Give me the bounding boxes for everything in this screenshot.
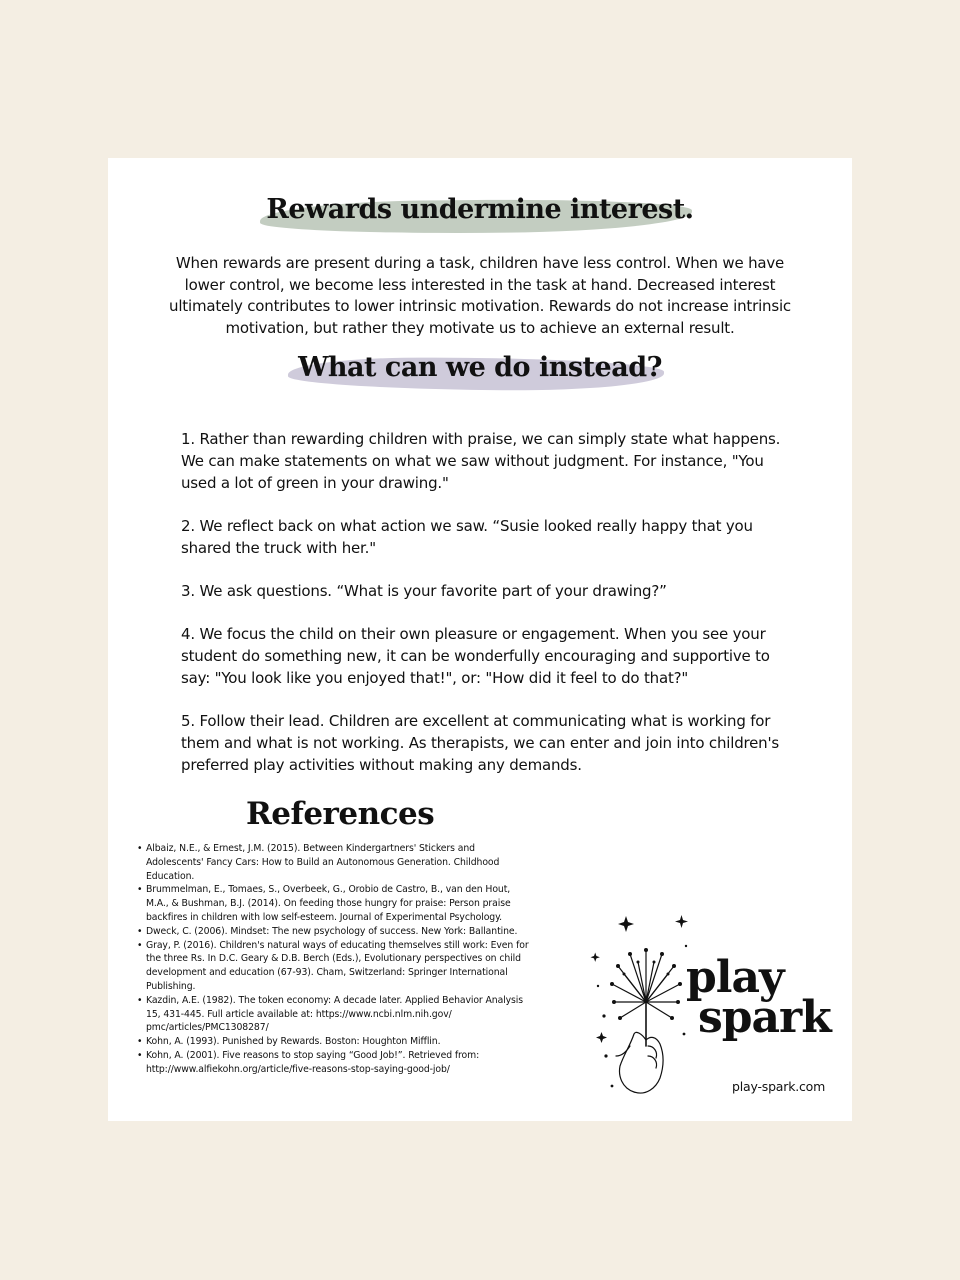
rewards-heading: Rewards undermine interest. xyxy=(266,194,694,225)
intro-paragraph: When rewards are present during a task, children have less control. When we have lower control, we become less interested in the task at hand. Decreased interest ultimately contributes to lower intrinsic motivation. Rewards do not increase intrinsic motivation, but rather they motivate us to achieve an external result. xyxy=(169,254,791,337)
reference-item: • Gray, P. (2016). Children's natural ways of educating themselves still work: Even for the three Rs. In D.C. Geary & D.B. Berch (Eds.), Evolutionary perspectives on child development and education (67-93). Cham, Switzerland: Springer International Publishing. xyxy=(136,939,532,994)
strategy-item: 3. We ask questions. “What is your favorite part of your drawing?” xyxy=(181,582,667,600)
strategy-list xyxy=(181,428,791,797)
reference-item: • Brummelman, E., Tomaes, S., Overbeek, G., Orobio de Castro, B., van den Hout, M.A., & Bushman, B.J. (2014). On feeding those hungry for praise: Person praise backfires in children with low self-esteem. Journal of Experimental Psychology. xyxy=(136,883,532,924)
strategy-item: 2. We reflect back on what action we saw. “Susie looked really happy that you shared the truck with her." xyxy=(181,517,753,557)
logo-word-play: play xyxy=(686,952,784,1003)
document-page xyxy=(108,158,852,1121)
logo-word-spark: spark xyxy=(698,992,831,1043)
instead-heading: What can we do instead? xyxy=(298,352,662,383)
reference-item: • Dweck, C. (2006). Mindset: The new psychology of success. New York: Ballantine. xyxy=(136,925,532,939)
logo-url: play-spark.com xyxy=(732,1079,826,1094)
strategy-item: 4. We focus the child on their own pleasure or engagement. When you see your student do something new, it can be wonderfully encouraging and supportive to say: "You look like you enjoyed that!", or: "How did it feel to do that?" xyxy=(181,625,770,687)
sparkler-hand-icon xyxy=(590,906,690,1106)
strategy-item: 1. Rather than rewarding children with praise, we can simply state what happens. We can make statements on what we saw without judgment. For instance, "You used a lot of green in your drawing." xyxy=(181,430,781,492)
instead-heading-block xyxy=(108,352,852,383)
reference-item: • Kohn, A. (2001). Five reasons to stop saying “Good Job!”. Retrieved from: http://www.alfiekohn.org/article/five-reasons-stop-saying-good-job/ xyxy=(136,1049,532,1077)
reference-item: • Albaiz, N.E., & Ernest, J.M. (2015). Between Kindergartners' Stickers and Adolescents' Fancy Cars: How to Build an Autonomous Generation. Childhood Education. xyxy=(136,842,532,883)
reference-item: • Kohn, A. (1993). Punished by Rewards. Boston: Houghton Mifflin. xyxy=(136,1035,532,1049)
rewards-heading-block xyxy=(108,194,852,225)
reference-item: • Kazdin, A.E. (1982). The token economy: A decade later. Applied Behavior Analysis 15, 431-445. Full article available at: https://www.ncbi.nlm.nih.gov/ pmc/articles/PMC1308287/ xyxy=(136,994,532,1035)
strategy-item: 5. Follow their lead. Children are excellent at communicating what is working for them and what is not working. As therapists, we can enter and join into children's preferred play activities without making any demands. xyxy=(181,712,780,774)
references-heading: References xyxy=(246,796,435,832)
play-spark-logo xyxy=(590,906,830,1106)
references-list xyxy=(136,842,532,1077)
